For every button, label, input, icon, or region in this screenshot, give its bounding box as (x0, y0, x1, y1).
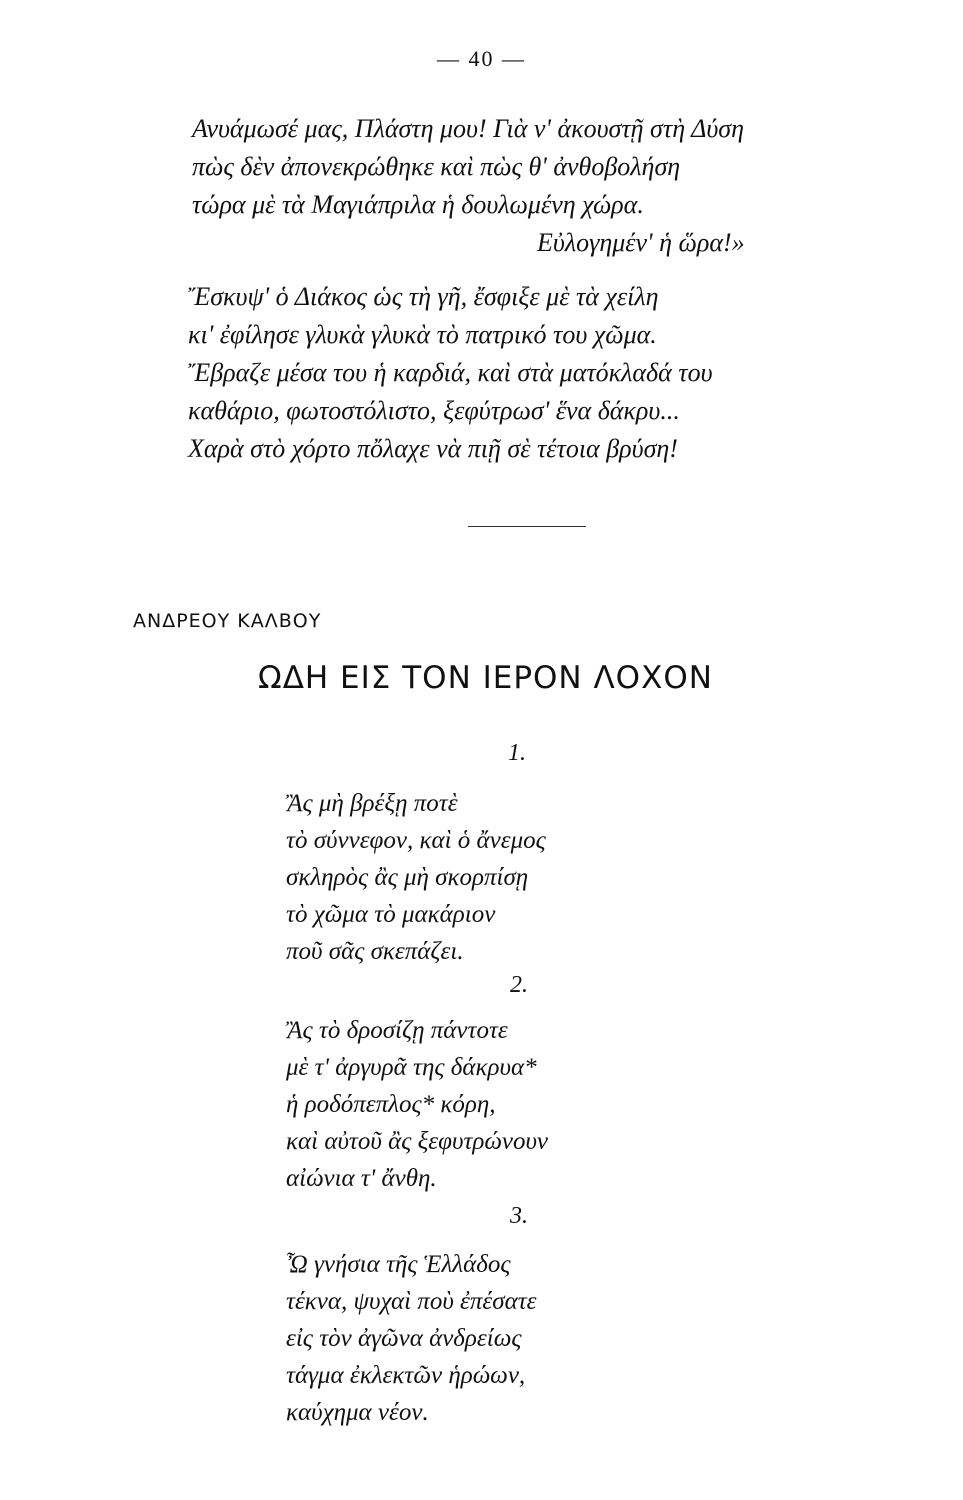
stanza-line: ἡ ροδόπεπλος* κόρη, (286, 1091, 496, 1118)
stanza-line: ποῦ σᾶς σκεπάζει. (286, 938, 464, 965)
verse-line: Ἔβραζε μέσα του ἡ καρδιά, καὶ στὰ ματόκλαδά του (188, 358, 713, 387)
stanza-line: Ὦ γνήσια τῆς Ἑλλάδος (286, 1251, 511, 1278)
poem-title: ΩΔΗ ΕΙΣ ΤΟΝ ΙΕΡΟΝ ΛΟΧΟΝ (258, 660, 713, 696)
stanza-number: 2. (510, 972, 528, 998)
verse-line: καθάριο, φωτοστόλιστο, ξεφύτρωσ' ἕνα δάκρυ... (188, 396, 680, 425)
author-heading: ΑΝΔΡΕΟΥ ΚΑΛΒΟΥ (133, 610, 322, 632)
stanza-line: εἰς τὸν ἀγῶνα ἀνδρείως (286, 1325, 522, 1352)
stanza (286, 1012, 548, 1197)
stanza-number: 1. (508, 740, 526, 766)
verse-line: κι' ἐφίλησε γλυκὰ γλυκὰ τὸ πατρικό του χῶμα. (188, 320, 657, 349)
stanza-line: τὸ σύννεφον, καὶ ὁ ἄνεμος (286, 827, 546, 854)
stanza (286, 785, 546, 970)
stanza-line: σκληρὸς ἂς μὴ σκορπίσῃ (286, 864, 529, 891)
stanza-line: μὲ τ' ἀργυρᾶ της δάκρυα* (286, 1054, 537, 1081)
verse-block-top (192, 110, 912, 262)
stanza-line: καὶ αὐτοῦ ἂς ξεφυτρώνουν (286, 1128, 549, 1155)
stanza-number: 3. (510, 1203, 528, 1229)
stanza-line: τέκνα, ψυχαὶ ποὺ ἐπέσατε (286, 1288, 537, 1315)
verse-line: Εὐλογημέν' ἡ ὥρα!» (537, 228, 745, 257)
verse-line: Χαρὰ στὸ χόρτο πὄλαχε νὰ πιῇ σὲ τέτοια βρύση! (188, 434, 678, 463)
verse-block-middle (188, 278, 908, 468)
stanza-line: τάγμα ἐκλεκτῶν ἡρώων, (286, 1362, 526, 1389)
stanza-line: τὸ χῶμα τὸ μακάριον (286, 901, 496, 928)
stanza-line: Ἂς τὸ δροσίζῃ πάντοτε (286, 1017, 508, 1044)
verse-line: πὼς δὲν ἀπονεκρώθηκε καὶ πὼς θ' ἀνθοβολήση (192, 152, 681, 181)
stanza-line: Ἂς μὴ βρέξῃ ποτὲ (286, 790, 458, 817)
page-number: — 40 — (437, 46, 526, 71)
verse-line: Ἔσκυψ' ὁ Διάκος ὡς τὴ γῆ, ἔσφιξε μὲ τὰ χείλη (188, 282, 659, 311)
stanza (286, 1246, 537, 1431)
verse-line: τώρα μὲ τὰ Μαγιάπριλα ἡ δουλωμένη χώρα. (192, 190, 644, 219)
verse-line: Ανυάμωσέ μας, Πλάστη μου! Γιὰ ν' ἀκουστῇ στὴ Δύση (192, 114, 745, 143)
stanza-line: καύχημα νέον. (286, 1399, 429, 1426)
stanza-line: αἰώνια τ' ἄνθη. (286, 1165, 437, 1192)
section-divider (468, 526, 586, 527)
